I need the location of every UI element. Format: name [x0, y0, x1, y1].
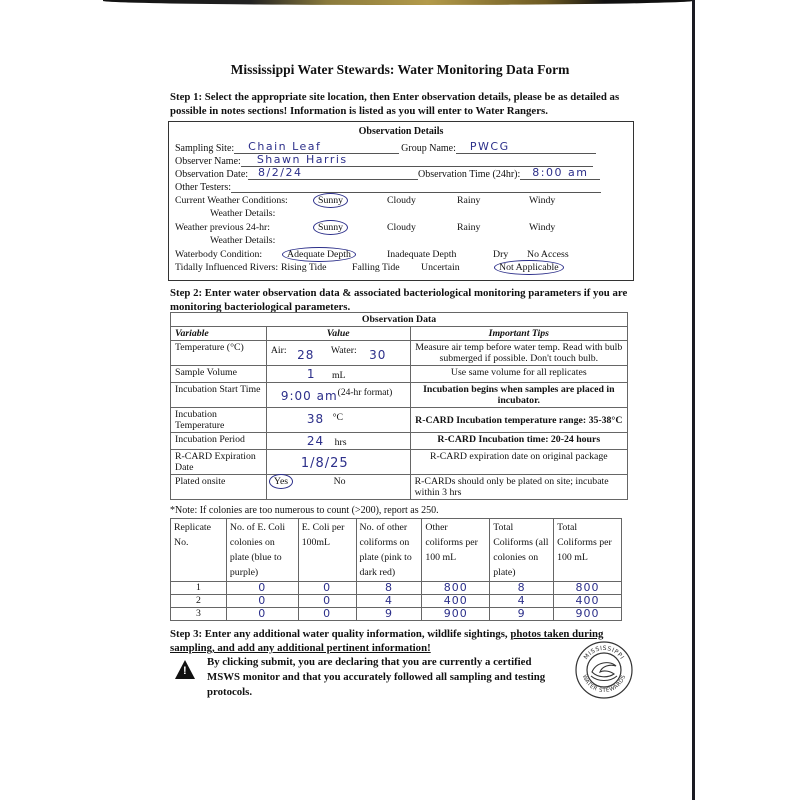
temperature-label: Temperature (°C) — [171, 341, 267, 366]
prev-weather-option-windy[interactable]: Windy — [529, 222, 556, 233]
observer-name-row — [175, 154, 593, 167]
rcard-expiration-label: R-CARD Expiration Date — [171, 450, 267, 475]
current-weather-row — [175, 195, 631, 208]
observation-date-value: 8/2/24 — [258, 166, 303, 179]
tidal-row — [175, 262, 631, 275]
plated-onsite-yes[interactable]: Yes — [269, 474, 293, 489]
observation-date-row — [175, 167, 600, 180]
coliform-header-row — [171, 519, 622, 582]
current-weather-details-label: Weather Details: — [210, 208, 276, 219]
observation-details-heading: Observation Details — [358, 126, 444, 137]
incubation-temp-unit: °C — [332, 412, 344, 423]
col-total-per-100ml: Total Coliforms per 100 mL — [554, 519, 622, 582]
observation-details-box — [168, 121, 634, 281]
total-colonies[interactable]: 8 — [490, 582, 554, 595]
incubation-start-label: Incubation Start Time — [171, 383, 267, 408]
other-colonies[interactable]: 4 — [356, 595, 422, 608]
table-row — [171, 433, 628, 450]
observation-date-field[interactable] — [248, 167, 418, 180]
sample-volume-cell[interactable] — [266, 366, 410, 383]
col-variable: Variable — [171, 327, 267, 341]
table-row — [171, 595, 622, 608]
rcard-expiration-cell[interactable] — [266, 450, 410, 475]
observation-data-table — [170, 312, 628, 500]
tidal-option-not-applicable[interactable]: Not Applicable — [494, 260, 564, 275]
ecoli-colonies[interactable]: 0 — [226, 595, 298, 608]
water-label: Water: — [330, 345, 357, 356]
air-value: 28 — [297, 348, 315, 362]
prev-weather-row — [175, 222, 631, 235]
incubation-period-tip: R-CARD Incubation time: 20-24 hours — [410, 433, 627, 450]
other-testers-field[interactable] — [231, 180, 601, 193]
total-per-100ml[interactable]: 900 — [554, 608, 622, 621]
waterbody-option-adequate[interactable]: Adequate Depth — [282, 247, 356, 262]
coliform-note: *Note: If colonies are too numerous to count (>200), report as 250. — [170, 505, 439, 516]
coliform-table — [170, 518, 622, 621]
ecoli-per-100ml[interactable]: 0 — [298, 595, 356, 608]
step1-instructions: Step 1: Select the appropriate site location, then Enter observation details, please be as detailed as possible in notes sections! Information is listed as you will enter to Water Rangers. — [170, 91, 620, 117]
col-tips: Important Tips — [410, 327, 627, 341]
prev-weather-label: Weather previous 24-hr: — [175, 222, 270, 233]
col-value: Value — [266, 327, 410, 341]
ecoli-colonies[interactable]: 0 — [226, 608, 298, 621]
incubation-temp-cell[interactable] — [266, 408, 410, 433]
prev-weather-option-cloudy[interactable]: Cloudy — [387, 222, 416, 233]
observation-time-field[interactable] — [520, 167, 600, 180]
replicate-no: 3 — [171, 608, 227, 621]
current-weather-option-cloudy[interactable]: Cloudy — [387, 195, 416, 206]
table-row — [171, 383, 628, 408]
incubation-start-tip: Incubation begins when samples are placed in incubator. — [410, 383, 627, 408]
waterbody-condition-label: Waterbody Condition: — [175, 249, 263, 260]
sampling-site-value: Chain Leaf — [248, 140, 322, 153]
step2-instructions: Step 2: Enter water observation data & associated bacteriological monitoring parameters if you are monitoring bacteriological parameters. — [170, 287, 628, 313]
total-colonies[interactable]: 4 — [490, 595, 554, 608]
other-per-100ml[interactable]: 800 — [422, 582, 490, 595]
tidal-option-uncertain[interactable]: Uncertain — [421, 262, 460, 273]
prev-weather-details-label: Weather Details: — [210, 235, 276, 246]
prev-weather-option-rainy[interactable]: Rainy — [457, 222, 481, 233]
observation-data-heading: Observation Data — [171, 313, 628, 327]
incubation-start-value: 9:00 am — [280, 389, 338, 403]
tidal-option-falling[interactable]: Falling Tide — [352, 262, 400, 273]
incubation-temp-tip: R-CARD Incubation temperature range: 35-38°C — [410, 408, 627, 433]
waterbody-option-dry[interactable]: Dry — [493, 249, 509, 260]
warning-exclamation: ! — [183, 665, 187, 677]
current-weather-details-row — [175, 208, 631, 221]
scan-right-edge — [692, 0, 695, 800]
sampling-site-label: Sampling Site: — [175, 143, 235, 154]
step3-instructions — [170, 627, 630, 655]
observer-name-value: Shawn Harris — [256, 153, 348, 166]
observer-name-label: Observer Name: — [175, 156, 241, 167]
group-name-label: Group Name: — [401, 143, 456, 154]
incubation-start-cell[interactable] — [266, 383, 410, 408]
observation-time-value: 8:00 am — [532, 166, 589, 179]
incubation-temp-label: Incubation Temperature — [171, 408, 267, 433]
col-other-per-100ml: Other coliforms per 100 mL — [422, 519, 490, 582]
other-colonies[interactable]: 8 — [356, 582, 422, 595]
total-per-100ml[interactable]: 400 — [554, 595, 622, 608]
sampling-site-row — [175, 141, 596, 154]
logo-text-bottom: WATER STEWARDS — [580, 674, 628, 695]
declaration-text: By clicking submit, you are declaring that you are currently a certified MSWS monitor and that you accurately followed all sampling and testing protocols. — [207, 656, 546, 698]
mississippi-water-stewards-logo-icon — [574, 640, 634, 700]
table-row — [171, 366, 628, 383]
table-row — [171, 408, 628, 433]
plated-onsite-tip: R-CARDs should only be plated on site; incubate within 3 hrs — [410, 475, 627, 500]
tidal-option-rising[interactable]: Rising Tide — [281, 262, 327, 273]
col-ecoli-per-100ml: E. Coli per 100mL — [298, 519, 356, 582]
ecoli-per-100ml[interactable]: 0 — [298, 608, 356, 621]
ecoli-colonies[interactable]: 0 — [226, 582, 298, 595]
waterbody-option-no-access[interactable]: No Access — [527, 249, 569, 260]
table-row — [171, 582, 622, 595]
incubation-temp-value: 38 — [306, 412, 325, 426]
plated-onsite-label: Plated onsite — [171, 475, 267, 500]
current-weather-label: Current Weather Conditions: — [175, 195, 288, 206]
rcard-expiration-tip: R-CARD expiration date on original package — [410, 450, 627, 475]
plated-onsite-cell — [266, 475, 410, 500]
prev-weather-details-row — [175, 235, 631, 248]
other-colonies[interactable]: 9 — [356, 608, 422, 621]
other-per-100ml[interactable]: 900 — [422, 608, 490, 621]
water-value: 30 — [369, 348, 387, 362]
form-title: Mississippi Water Stewards: Water Monitoring Data Form — [230, 62, 570, 77]
total-per-100ml[interactable]: 800 — [554, 582, 622, 595]
waterbody-condition-row — [175, 249, 631, 262]
prev-weather-option-sunny[interactable]: Sunny — [313, 220, 348, 235]
incubation-period-unit: hrs — [334, 437, 347, 448]
other-per-100ml[interactable]: 400 — [422, 595, 490, 608]
temperature-value-cell[interactable] — [266, 341, 410, 366]
table-row — [171, 450, 628, 475]
replicate-no: 2 — [171, 595, 227, 608]
air-label: Air: — [270, 345, 287, 356]
current-weather-option-sunny[interactable]: Sunny — [313, 193, 348, 208]
incubation-period-value: 24 — [306, 434, 325, 448]
plated-onsite-no[interactable]: No — [333, 476, 346, 487]
table-row — [171, 341, 628, 366]
rcard-expiration-value: 1/8/25 — [300, 456, 349, 471]
table-row — [171, 475, 628, 500]
col-replicate: Replicate No. — [171, 519, 227, 582]
tidal-label: Tidally Influenced Rivers: — [175, 262, 279, 273]
waterbody-option-inadequate[interactable]: Inadequate Depth — [387, 249, 457, 260]
total-colonies[interactable]: 9 — [490, 608, 554, 621]
current-weather-option-rainy[interactable]: Rainy — [457, 195, 481, 206]
temperature-tip: Measure air temp before water temp. Read with bulb submerged if possible. Don't touch bulb. — [410, 341, 627, 366]
col-ecoli-colonies: No. of E. Coli colonies on plate (blue to purple) — [226, 519, 298, 582]
step3-underlined-text: photos taken during sampling, and add any additional pertinent information! — [170, 628, 604, 654]
incubation-start-unit: (24-hr format) — [337, 388, 393, 398]
logo-text-top: MISSISSIPPI — [582, 644, 626, 662]
other-testers-row — [175, 180, 601, 193]
current-weather-option-windy[interactable]: Windy — [529, 195, 556, 206]
incubation-period-label: Incubation Period — [171, 433, 267, 450]
step3-text: Step 3: Enter any additional water quality information, wildlife sightings, — [170, 628, 511, 640]
sample-volume-unit: mL — [331, 370, 346, 381]
col-total-colonies: Total Coliforms (all colonies on plate) — [490, 519, 554, 582]
group-name-value: PWCG — [469, 140, 510, 153]
sample-volume-value: 1 — [306, 367, 316, 381]
ecoli-per-100ml[interactable]: 0 — [298, 582, 356, 595]
col-other-colonies: No. of other coliforms on plate (pink to dark red) — [356, 519, 422, 582]
table-row — [171, 608, 622, 621]
incubation-period-cell[interactable] — [266, 433, 410, 450]
sample-volume-tip: Use same volume for all replicates — [410, 366, 627, 383]
observation-time-label: Observation Time (24hr): — [418, 169, 521, 180]
sample-volume-label: Sample Volume — [171, 366, 267, 383]
other-testers-label: Other Testers: — [175, 182, 232, 193]
replicate-no: 1 — [171, 582, 227, 595]
observation-date-label: Observation Date: — [175, 169, 249, 180]
group-name-field[interactable] — [456, 141, 596, 154]
